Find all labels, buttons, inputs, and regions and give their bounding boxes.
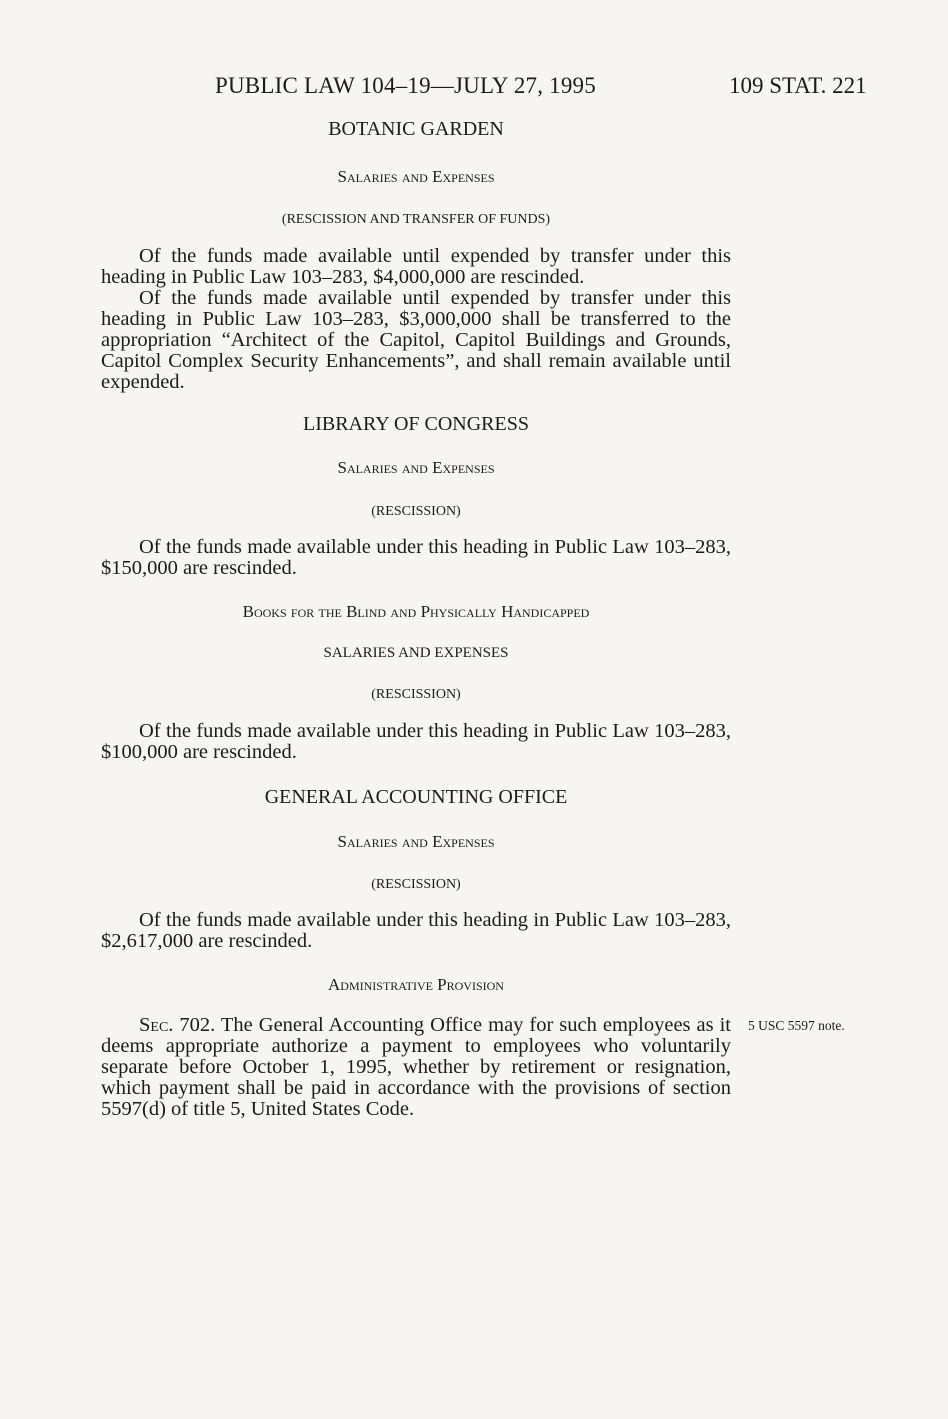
- agency-heading-general-accounting-office: GENERAL ACCOUNTING OFFICE: [264, 786, 568, 808]
- subheading-salaries-expenses-books: SALARIES AND EXPENSES: [323, 645, 509, 661]
- subheading-administrative-provision: Administrative Provision: [328, 975, 504, 994]
- agency-heading-library-of-congress: LIBRARY OF CONGRESS: [303, 413, 529, 435]
- library-paragraph: Of the funds made available under this heading in Public Law 103–283, $150,000 are rescinded.: [101, 536, 731, 579]
- subheading-salaries-expenses-library: Salaries and Expenses: [337, 458, 495, 477]
- subheading-salaries-expenses-botanic: Salaries and Expenses: [337, 167, 495, 186]
- rescission-note-books: (RESCISSION): [371, 687, 461, 702]
- rescission-transfer-note: (RESCISSION AND TRANSFER OF FUNDS): [281, 212, 551, 227]
- section-702-text: 702. The General Accounting Office may for such employees as it deems appropriate authorize a payment to employees who voluntarily separate before October 1, 1995, whether by retirement or resignation, which payment shall be paid in accordance with the provisions of section 5597(d) of title 5, United States Code.: [101, 1014, 731, 1120]
- statute-page-number: 109 STAT. 221: [729, 73, 867, 98]
- section-702-paragraph: [101, 1015, 731, 1120]
- gao-paragraph: Of the funds made available under this heading in Public Law 103–283, $2,617,000 are rescinded.: [101, 909, 731, 952]
- subheading-salaries-expenses-gao: Salaries and Expenses: [337, 832, 495, 851]
- books-paragraph: Of the funds made available under this heading in Public Law 103–283, $100,000 are rescinded.: [101, 720, 731, 763]
- section-label: Sec.: [139, 1014, 174, 1036]
- rescission-note-gao: (RESCISSION): [371, 877, 461, 892]
- margin-note-usc-citation: 5 USC 5597 note.: [748, 1018, 845, 1033]
- botanic-paragraph-2: Of the funds made available until expended by transfer under this heading in Public Law 103–283, $3,000,000 shall be transferred to the appropriation “Architect of the Capitol, Capitol Buildings and Grounds, Capitol Complex Security Enhancements”, and shall remain available until expended.: [101, 287, 731, 393]
- running-header-title: PUBLIC LAW 104–19—JULY 27, 1995: [215, 73, 596, 98]
- agency-heading-botanic-garden: BOTANIC GARDEN: [328, 118, 504, 140]
- subheading-books-for-the-blind: Books for the Blind and Physically Handicapped: [242, 602, 590, 621]
- rescission-note-library: (RESCISSION): [371, 504, 461, 519]
- botanic-paragraph-1: Of the funds made available until expended by transfer under this heading in Public Law 103–283, $4,000,000 are rescinded.: [101, 245, 731, 288]
